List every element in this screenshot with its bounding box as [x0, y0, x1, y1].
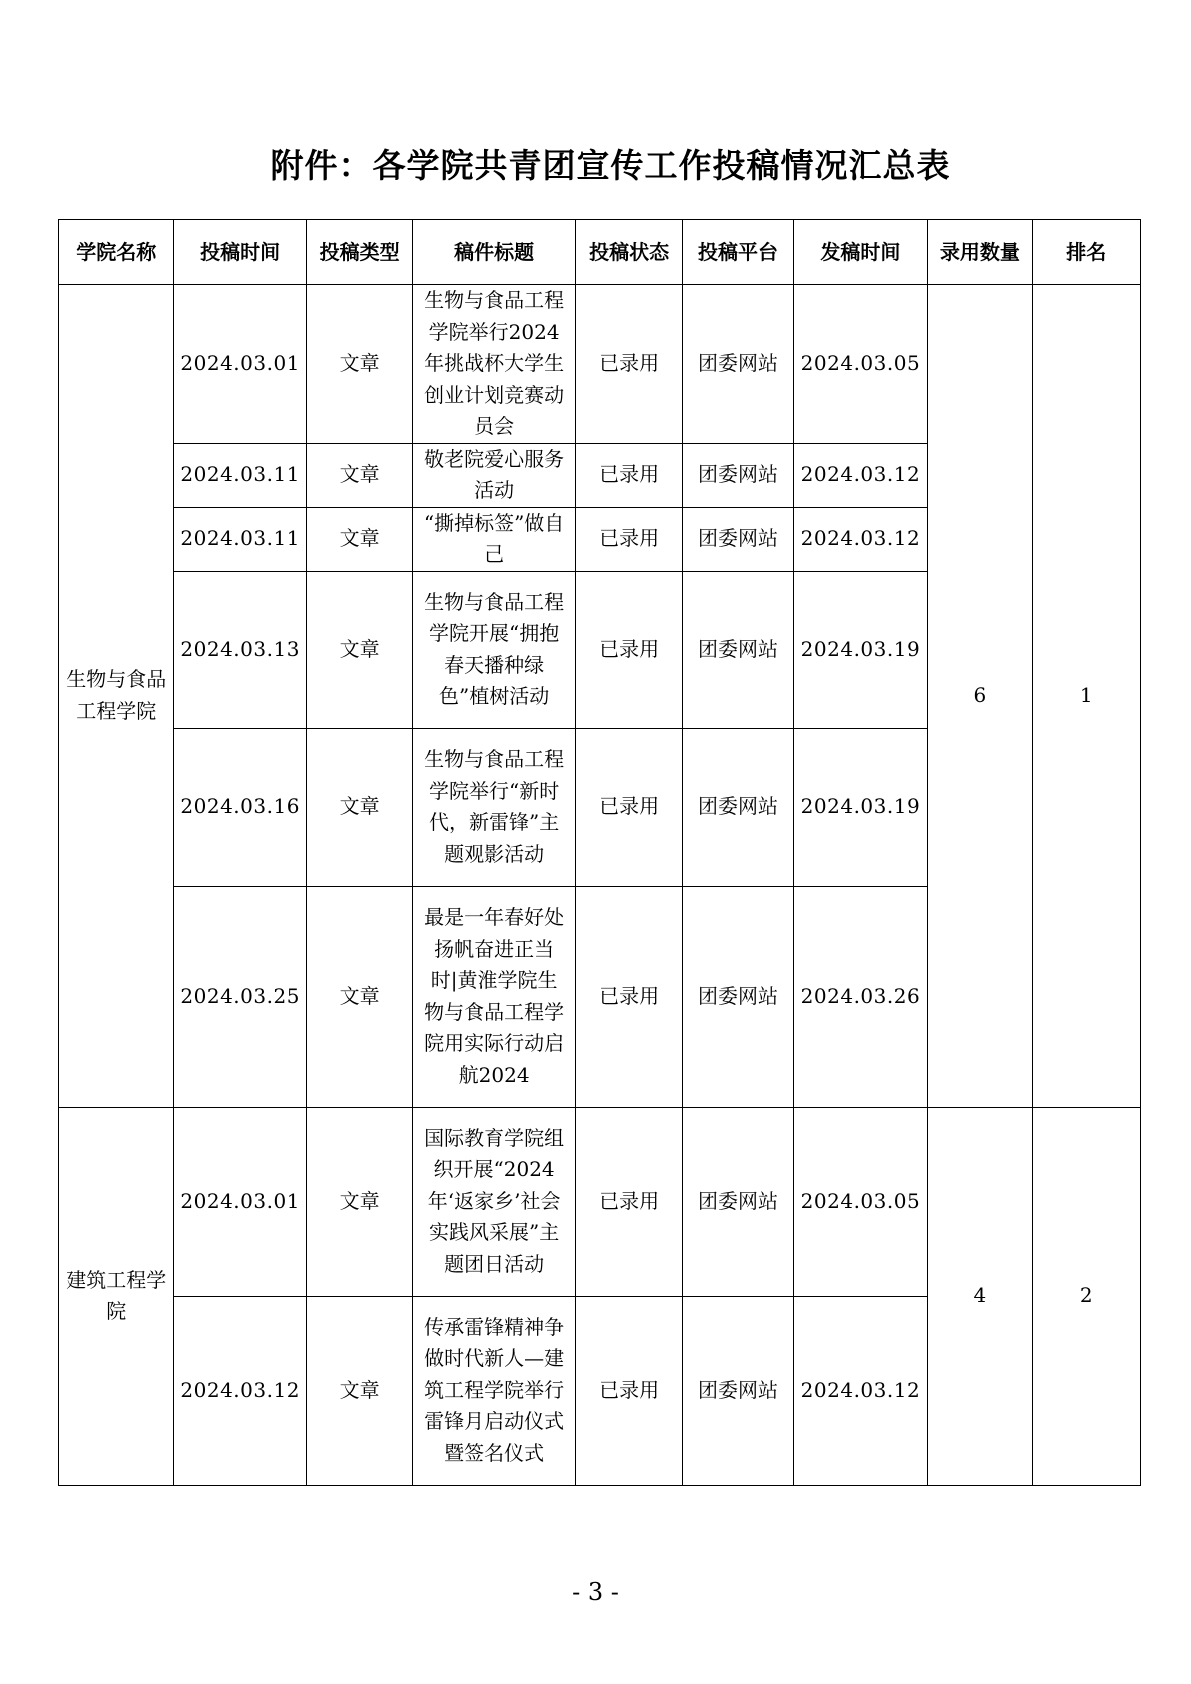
header-platform: 投稿平台 — [683, 220, 793, 285]
type-cell: 文章 — [306, 1107, 412, 1296]
type-cell: 文章 — [306, 728, 412, 886]
type-cell: 文章 — [306, 571, 412, 728]
table-row — [59, 1107, 1141, 1296]
submit-time-cell: 2024.03.12 — [174, 1296, 306, 1485]
count-cell: 4 — [928, 1107, 1032, 1485]
article-title-cell: 最是一年春好处 扬帆奋进正当时|黄淮学院生物与食品工程学院用实际行动启航2024 — [413, 886, 576, 1107]
publish-time-cell: 2024.03.05 — [793, 285, 927, 444]
status-cell: 已录用 — [575, 728, 682, 886]
status-cell: 已录用 — [575, 571, 682, 728]
rank-cell: 2 — [1032, 1107, 1140, 1485]
publish-time-cell: 2024.03.19 — [793, 728, 927, 886]
type-cell: 文章 — [306, 285, 412, 444]
count-cell: 6 — [928, 285, 1032, 1108]
header-count: 录用数量 — [928, 220, 1032, 285]
type-cell: 文章 — [306, 443, 412, 507]
header-article-title: 稿件标题 — [413, 220, 576, 285]
submission-summary-table — [58, 219, 1141, 1486]
publish-time-cell: 2024.03.26 — [793, 886, 927, 1107]
document-title: 附件：各学院共青团宣传工作投稿情况汇总表 — [270, 146, 951, 185]
header-submit-time: 投稿时间 — [174, 220, 306, 285]
publish-time-cell: 2024.03.12 — [793, 443, 927, 507]
submit-time-cell: 2024.03.01 — [174, 285, 306, 444]
header-status: 投稿状态 — [575, 220, 682, 285]
college-name-cell: 建筑工程学院 — [59, 1107, 174, 1485]
article-title-cell: 国际教育学院组织开展“2024年‘返家乡’社会实践风采展”主题团日活动 — [413, 1107, 576, 1296]
article-title-cell: 传承雷锋精神争做时代新人—建筑工程学院举行雷锋月启动仪式暨签名仪式 — [413, 1296, 576, 1485]
college-name-cell: 生物与食品工程学院 — [59, 285, 174, 1108]
platform-cell: 团委网站 — [683, 886, 793, 1107]
platform-cell: 团委网站 — [683, 1296, 793, 1485]
header-college: 学院名称 — [59, 220, 174, 285]
submit-time-cell: 2024.03.11 — [174, 443, 306, 507]
submit-time-cell: 2024.03.25 — [174, 886, 306, 1107]
rank-cell: 1 — [1032, 285, 1140, 1108]
platform-cell: 团委网站 — [683, 507, 793, 571]
publish-time-cell: 2024.03.12 — [793, 507, 927, 571]
header-rank: 排名 — [1032, 220, 1140, 285]
article-title-cell: “撕掉标签”做自己 — [413, 507, 576, 571]
header-row — [59, 220, 1141, 285]
article-title-cell: 生物与食品工程学院开展“拥抱春天播种绿色”植树活动 — [413, 571, 576, 728]
status-cell: 已录用 — [575, 507, 682, 571]
status-cell: 已录用 — [575, 443, 682, 507]
table-row — [59, 285, 1141, 444]
publish-time-cell: 2024.03.12 — [793, 1296, 927, 1485]
platform-cell: 团委网站 — [683, 1107, 793, 1296]
article-title-cell: 生物与食品工程学院举行2024年挑战杯大学生创业计划竞赛动员会 — [413, 285, 576, 444]
submit-time-cell: 2024.03.01 — [174, 1107, 306, 1296]
platform-cell: 团委网站 — [683, 285, 793, 444]
submit-time-cell: 2024.03.11 — [174, 507, 306, 571]
header-type: 投稿类型 — [306, 220, 412, 285]
page-number: - 3 - — [572, 1578, 619, 1606]
status-cell: 已录用 — [575, 886, 682, 1107]
platform-cell: 团委网站 — [683, 443, 793, 507]
article-title-cell: 生物与食品工程学院举行“新时代，新雷锋”主题观影活动 — [413, 728, 576, 886]
type-cell: 文章 — [306, 1296, 412, 1485]
submit-time-cell: 2024.03.13 — [174, 571, 306, 728]
header-publish-time: 发稿时间 — [793, 220, 927, 285]
submit-time-cell: 2024.03.16 — [174, 728, 306, 886]
platform-cell: 团委网站 — [683, 571, 793, 728]
status-cell: 已录用 — [575, 1296, 682, 1485]
type-cell: 文章 — [306, 507, 412, 571]
type-cell: 文章 — [306, 886, 412, 1107]
platform-cell: 团委网站 — [683, 728, 793, 886]
publish-time-cell: 2024.03.19 — [793, 571, 927, 728]
status-cell: 已录用 — [575, 285, 682, 444]
publish-time-cell: 2024.03.05 — [793, 1107, 927, 1296]
article-title-cell: 敬老院爱心服务活动 — [413, 443, 576, 507]
status-cell: 已录用 — [575, 1107, 682, 1296]
